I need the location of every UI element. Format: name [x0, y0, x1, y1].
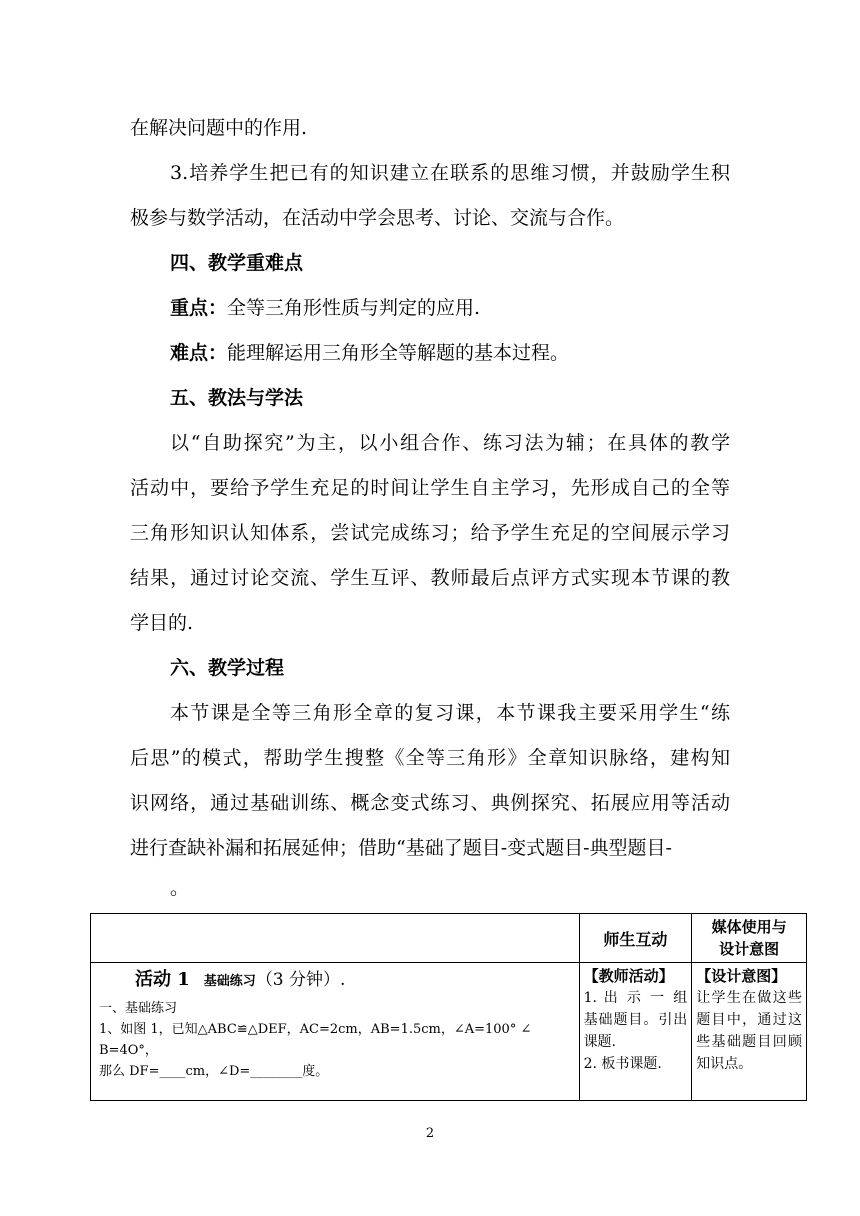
- paragraph-line: 识网络，通过基础训练、概念变式练习、典例探究、拓展应用等活动: [130, 792, 730, 814]
- difficult-point: [170, 341, 569, 365]
- exercise-section: 一、基础练习: [99, 1001, 178, 1016]
- teacher-activity-item: 2. 板书课题.: [583, 1056, 662, 1072]
- design-intent-heading: 【设计意图】: [696, 967, 787, 985]
- design-intent-text: 让学生在做这些题目中，通过这些基础题目回顾知识点。: [696, 990, 802, 1072]
- key-point: [170, 296, 480, 320]
- teacher-activity-heading: 【教师活动】: [583, 967, 674, 985]
- header-cell-media: [692, 914, 807, 963]
- paragraph-line: 后思”的模式，帮助学生搜整《全等三角形》全章知识脉络，建构知: [130, 747, 730, 769]
- paragraph-line: 本节课是全等三角形全章的复习课，本节课我主要采用学生“练: [170, 702, 730, 724]
- page-number: 2: [425, 1126, 435, 1141]
- paragraph-line: 在解决问题中的作用.: [130, 117, 308, 139]
- table-header-row: [91, 914, 807, 963]
- header-cell-empty: [91, 914, 580, 963]
- header-media-line: 媒体使用与: [711, 918, 787, 936]
- difficult-point-label: 难点：: [170, 342, 228, 364]
- section-heading: 五、教法与学法: [170, 387, 304, 409]
- paragraph-line: 三角形知识认知体系，尝试完成练习；给予学生充足的空间展示学习: [130, 522, 730, 544]
- paragraph-line: 进行查缺补漏和拓展延伸；借助“基础了题目-变式题目-典型题目-: [130, 837, 672, 859]
- activity-cell: [91, 963, 580, 1101]
- section-heading: 四、教学重难点: [170, 252, 304, 274]
- paragraph-line: 3.培养学生把已有的知识建立在联系的思维习惯，并鼓励学生积: [170, 162, 730, 184]
- paragraph-line: 结果，通过讨论交流、学生互评、教师最后点评方式实现本节课的教: [130, 567, 730, 589]
- section-heading: 六、教学过程: [170, 657, 285, 679]
- activity-title: [99, 969, 571, 992]
- header-media-line: 设计意图: [719, 940, 780, 958]
- paragraph-line: 学目的.: [130, 612, 194, 634]
- activity-duration: （3 分钟）.: [255, 970, 346, 990]
- difficult-point-text: 能理解运用三角形全等解题的基本过程。: [227, 342, 570, 364]
- activity-subtitle: 基础练习: [203, 974, 256, 989]
- key-point-label: 重点：: [170, 297, 228, 319]
- activity-label: 活动 1: [135, 969, 190, 990]
- exercise-line: 那么 DF=____cm，∠D=________度。: [99, 1064, 329, 1079]
- exercise-line: 1、如图 1，已知△ABC≌△DEF，AC=2cm，AB=1.5cm，∠A=100° ∠: [99, 1022, 532, 1037]
- header-cell-interaction: 师生互动: [579, 914, 692, 963]
- paragraph-line: 以“自助探究”为主，以小组合作、练习法为辅；在具体的教学: [170, 432, 730, 454]
- teacher-activity-item: 1. 出 示 一 组 基础题目。引出课题.: [583, 990, 688, 1050]
- key-point-text: 全等三角形性质与判定的应用.: [227, 297, 481, 319]
- exercise-line: B=4O°，: [99, 1043, 158, 1058]
- design-intent-cell: [692, 963, 807, 1101]
- paragraph-line: 活动中，要给予学生充足的时间让学生自主学习，先形成自己的全等: [130, 477, 730, 499]
- paragraph-line: 。: [170, 877, 190, 899]
- paragraph-line: 极参与数学活动，在活动中学会思考、讨论、交流与合作。: [130, 207, 625, 229]
- table-row: [91, 963, 807, 1101]
- lesson-table: [90, 913, 807, 1101]
- teacher-activity-cell: [579, 963, 692, 1101]
